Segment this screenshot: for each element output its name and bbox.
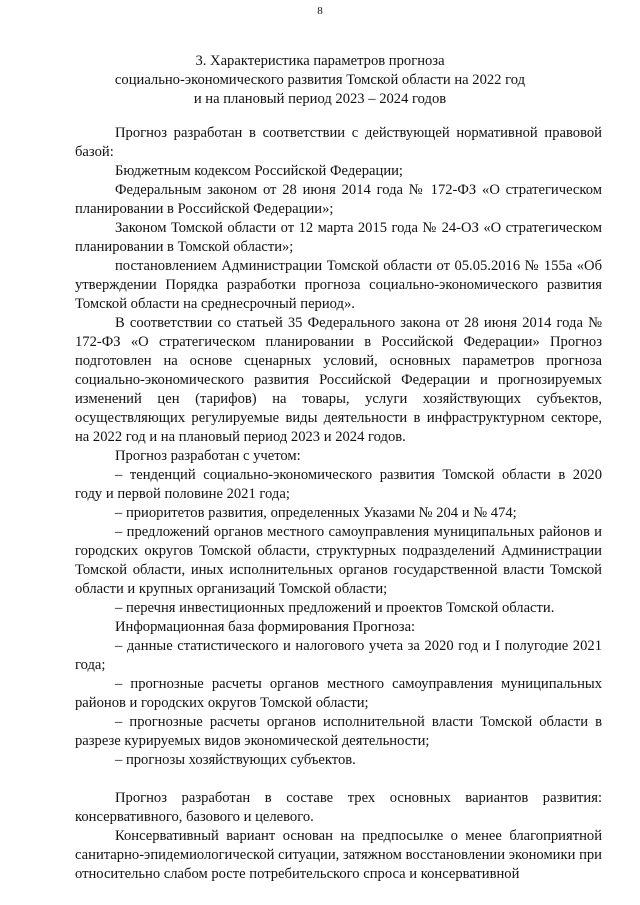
paragraph: Консервативный вариант основан на предпосылке о менее благоприятной санитарно-эпидемиологической ситуации, затяжном восстановлении экономики при относительно слабом росте потребительского спроса и консервативной	[75, 828, 602, 882]
list-item: – прогнозы хозяйствующих субъектов.	[115, 752, 356, 768]
list-item: – тенденций социально-экономического развития Томской области в 2020 году и первой половине 2021 года;	[75, 467, 602, 502]
section-title	[60, 52, 580, 109]
paragraph: Прогноз разработан в соответствии с действующей нормативной правовой базой:	[75, 125, 602, 160]
paragraph: Законом Томской области от 12 марта 2015 года № 24-ОЗ «О стратегическом планировании в Томской области»;	[75, 220, 602, 255]
section-title-line-2: социально-экономического развития Томской области на 2022 год	[114, 72, 526, 88]
paragraph: Прогноз разработан с учетом:	[115, 448, 301, 464]
paragraph: Федеральным законом от 28 июня 2014 года № 172-ФЗ «О стратегическом планировании в Российской Федерации»;	[75, 182, 602, 217]
page-number: 8	[317, 5, 323, 17]
paragraph: постановлением Администрации Томской области от 05.05.2016 № 155а «Об утверждении Порядка разработки прогноза социально-экономического развития Томской области на среднесрочный период».	[75, 258, 602, 312]
list-item: – данные статистического и налогового учета за 2020 год и I полугодие 2021 года;	[75, 638, 602, 673]
document-body	[75, 124, 602, 884]
paragraph: Информационная база формирования Прогноза:	[115, 619, 416, 635]
list-item: – прогнозные расчеты органов исполнительной власти Томской области в разрезе курируемых видов экономической деятельности;	[75, 714, 602, 749]
paragraph: Прогноз разработан в составе трех основных вариантов развития: консервативного, базового и целевого.	[75, 790, 602, 825]
list-item: – приоритетов развития, определенных Указами № 204 и № 474;	[115, 505, 517, 521]
section-title-line-1: 3. Характеристика параметров прогноза	[195, 53, 445, 69]
paragraph: В соответствии со статьей 35 Федерального закона от 28 июня 2014 года № 172-ФЗ «О стратегическом планировании в Российской Федерации» Прогноз подготовлен на основе сценарных условий, основных параметров прогноза социально-экономического развития Российской Федерации и прогнозируемых изменений цен (тарифов) на товары, услуги хозяйствующих субъектов, осуществляющих регулируемые виды деятельности в инфраструктурном секторе, на 2022 год и на плановый период 2023 и 2024 годов.	[75, 315, 602, 445]
paragraph: Бюджетным кодексом Российской Федерации;	[115, 163, 403, 179]
list-item: – предложений органов местного самоуправления муниципальных районов и городских округов Томской области, структурных подразделений Администрации Томской области, иных исполнительных органов государственной власти Томской области и крупных организаций Томской области;	[75, 524, 602, 597]
list-item: – перечня инвестиционных предложений и проектов Томской области.	[115, 600, 555, 616]
section-title-line-3: и на плановый период 2023 – 2024 годов	[193, 91, 447, 107]
list-item: – прогнозные расчеты органов местного самоуправления муниципальных районов и городских округов Томской области;	[75, 676, 602, 711]
